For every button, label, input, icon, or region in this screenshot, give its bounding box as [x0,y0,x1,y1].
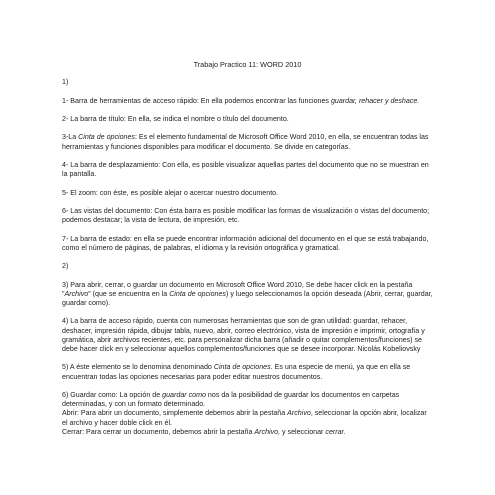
paragraph-text: 3-La [62,133,79,142]
paragraph-emphasis: guardar, rehacer y deshace. [330,96,420,105]
abrir-line [62,409,433,427]
paragraph-text: " (que se encuentra en la [88,289,170,298]
paragraph-text: 2- La barra de título: En ella, se indica el nombre o título del documento. [62,114,289,123]
paragraph-emphasis: Archivo, [254,427,281,436]
paragraph-text: 1- Barra de herramientas de acceso rápido: En ella podemos encontrar las funciones [62,96,331,105]
paragraph-text: 6) Guardar como: La opción de [62,390,163,399]
document-title: Trabajo Practico 11: WORD 2010 [193,60,302,69]
paragraph-text: : Es el elemento fundamental de Microsoft Office Word 2010, en ella, se encuentran todas las herramientas y funciones disponibles para modificar el documento. Se divide en categorías. [62,133,429,151]
paragraph-text: y seleccionar [280,427,326,436]
cerrar-line [62,428,433,437]
paragraph-1-6 [62,207,433,225]
paragraph-text: 7- La barra de estado: en ella se puede encontrar información adicional del documento en el que se está trabajando, como el número de páginas, de palabras, el idioma y la revisión ortográfica y gramatical. [62,234,429,252]
paragraph-text: , seleccionar la opción abrir, localizar el archivo y hacer doble click en él. [62,409,427,427]
section-2-label: 2) [62,262,69,271]
section-1-label: 1) [62,78,69,87]
paragraph-2-6 [62,391,433,437]
paragraph-1-7 [62,235,433,253]
paragraph-1-4 [62,161,433,179]
paragraph-2-4: 4) La barra de acceso rápido, cuenta con numerosas herramientas que son de gran utilidad: guardar, rehacer, deshacer, impresión rápida, dibujar tabla, nuevo, abrir, correo electrónico, vista de impresión e imprimir, ortografía y gramática, abrir archivos recientes, etc. para personalizar dicha barra (añadir o quitar complementos/funciones) se debe hacer click en y seleccionar aquellos complementos/funciones que se desee incorporar. Nicolás Kobeliovsky [62,317,425,353]
paragraph-emphasis: guardar como [162,390,206,399]
paragraph-text: ) y luego seleccionamos la opción deseada (Abrir, cerrar, guardar, guardar como). [62,289,433,307]
paragraph-text: Abrir: Para abrir un documento, simplemente debemos abrir la pestaña [62,409,288,418]
paragraph-text: nos da la posibilidad de guardar los documentos en carpetas determinadas, y con un formato determinado. [62,390,400,409]
paragraph-1-1 [62,97,433,106]
paragraph-emphasis: Cinta de opciones [213,363,271,372]
paragraph-emphasis: Archivo [287,409,311,418]
paragraph-emphasis: Cinta de opciones [169,289,226,298]
paragraph-text: 5) A éste elemento se lo denomina denominado [62,363,214,372]
paragraph-1-2 [62,115,433,124]
paragraph-text: 4- La barra de desplazamiento: Con ella, es posible visualizar aquellas partes del documento que no se muestran en la pantalla. [62,160,429,179]
paragraph-text: 3) Para abrir, cerrar, o guardar un documento en Microsoft Office Word 2010, Se debe hacer click en la pestaña " [62,280,413,298]
paragraph-emphasis: cerrar. [325,427,346,436]
paragraph-1-3 [62,133,433,151]
paragraph-text: Cerrar: Para cerrar un documento, debemos abrir la pestaña [62,427,255,436]
paragraph-text: 5- El zoom: con éste, es posible alejar o acercar nuestro documento. [62,188,279,197]
paragraph-emphasis: Archivo [64,289,89,298]
paragraph-2-5 [62,363,433,381]
paragraph-emphasis: Cinta de opciones [78,133,135,142]
paragraph-1-5 [62,189,433,198]
guardar-como-line [62,391,433,409]
paragraph-text: 6- Las vistas del documento: Con ésta barra es posible modificar las formas de visualización o vistas del documento; podemos destacar; la vista de lectura, de impresión, etc. [62,206,430,225]
paragraph-2-3 [62,281,433,309]
paragraph-text: . Es una especie de menú, ya que en ella se encuentran todas las opciones necesarias para poder editar nuestros documentos. [62,363,411,381]
